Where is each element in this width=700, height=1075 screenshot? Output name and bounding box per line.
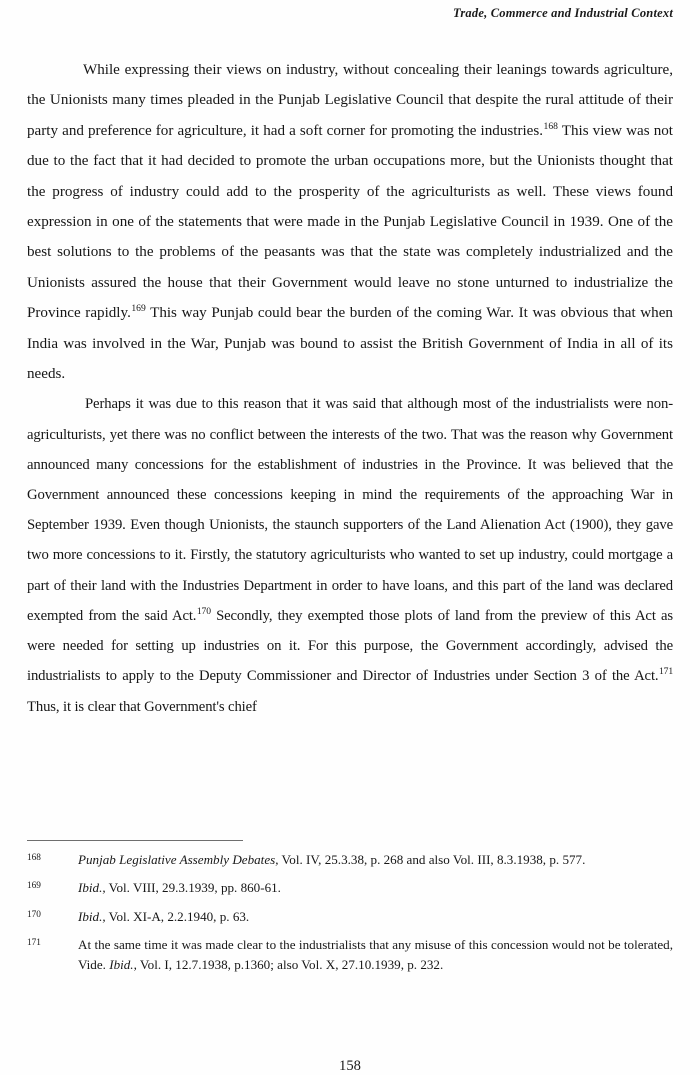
footnote-section — [27, 840, 673, 983]
footnote-reference-168[interactable]: 168 — [543, 120, 558, 132]
running-header: Trade, Commerce and Industrial Context — [452, 6, 673, 20]
footnote-169-title: Ibid., — [78, 880, 106, 896]
paragraph-2-text-c: Thus, it is clear that Government's chief — [27, 698, 257, 715]
footnote-168-text: Vol. IV, 25.3.38, p. 268 and also Vol. III, 8.3.1938, p. 577. — [278, 852, 586, 867]
footnote-reference-169[interactable]: 169 — [131, 303, 146, 315]
paragraph-2 — [27, 389, 673, 721]
footnote-171 — [27, 935, 673, 974]
footnote-170-title: Ibid., — [78, 908, 106, 924]
footnote-number-169: 169 — [27, 881, 41, 892]
paragraph-1-text-a: While expressing their views on industry, without concealing their leanings towards agriculture, the Unionists many times pleaded in the Punjab Legislative Council that despite the rural attitude of their party and preference for agriculture, it had a soft corner for promoting the industries. — [27, 62, 673, 139]
footnote-170 — [27, 907, 673, 926]
footnote-number-170: 170 — [27, 909, 41, 920]
body-text-column — [27, 55, 673, 722]
footnote-reference-171[interactable]: 171 — [658, 666, 673, 678]
footnote-170-text: Vol. XI-A, 2.2.1940, p. 63. — [105, 908, 250, 924]
footnote-separator-rule — [27, 840, 243, 841]
paragraph-1-text-b: This view was not due to the fact that it had decided to promote the urban occupations more, but the Unionists thought that the progress of industry could add to the prosperity of the agriculturists as well. These views found expression in one of the statements that were made in the Punjab Legislative Council in 1939. One of the best solutions to the problems of the peasants was that the state was completely industrialized and the Unionists assured the house that their Government would leave no stone unturned to industrialize the Province rapidly. — [27, 122, 673, 322]
paragraph-1 — [27, 55, 673, 389]
paragraph-2-text-a: Perhaps it was due to this reason that it was said that although most of the industrialists were non-agriculturists, yet there was no conflict between the interests of the two. That was the reason why Government announced many concessions for the establishment of industries in the Province. It was believed that the Government announced these concessions keeping in mind the requirements of the approaching War in September 1939. Even though Unionists, the staunch supporters of the Land Alienation Act (1900), they gave two more concessions to it. Firstly, the statutory agriculturists who wanted to set up industry, could mortgage a part of their land with the Industries Department in order to have loans, and this part of the land was declared exempted from the said Act. — [27, 396, 673, 624]
footnote-168 — [27, 850, 673, 869]
footnote-168-title: Punjab Legislative Assembly Debates, — [78, 852, 279, 867]
footnote-reference-170[interactable]: 170 — [196, 606, 211, 617]
paragraph-1-text-c: This way Punjab could bear the burden of the coming War. It was obvious that when India was involved in the War, Punjab was bound to assist the British Government of India in all of its needs. — [27, 305, 673, 383]
footnote-number-171: 171 — [27, 938, 41, 949]
footnote-171-ibid: Ibid., — [109, 956, 137, 972]
page-number: 158 — [339, 1058, 361, 1074]
footnote-169-text: Vol. VIII, 29.3.1939, pp. 860-61. — [105, 880, 281, 896]
footnote-number-168: 168 — [27, 853, 41, 863]
footnote-169 — [27, 878, 673, 897]
footnote-171-text-before: At the same time it was made clear to the industrialists that any misuse of this concession would not be tolerated, Vide. — [78, 937, 673, 972]
footnote-171-text-after: Vol. I, 12.7.1938, p.1360; also Vol. X, 27.10.1939, p. 232. — [136, 956, 444, 972]
paragraph-2-text-b: Secondly, they exempted those plots of land from the preview of this Act as were needed for setting up industries on it. For this purpose, the Government accordingly, advised the industrialists to apply to the Deputy Commissioner and Director of Industries under Section 3 of the Act. — [27, 607, 673, 685]
